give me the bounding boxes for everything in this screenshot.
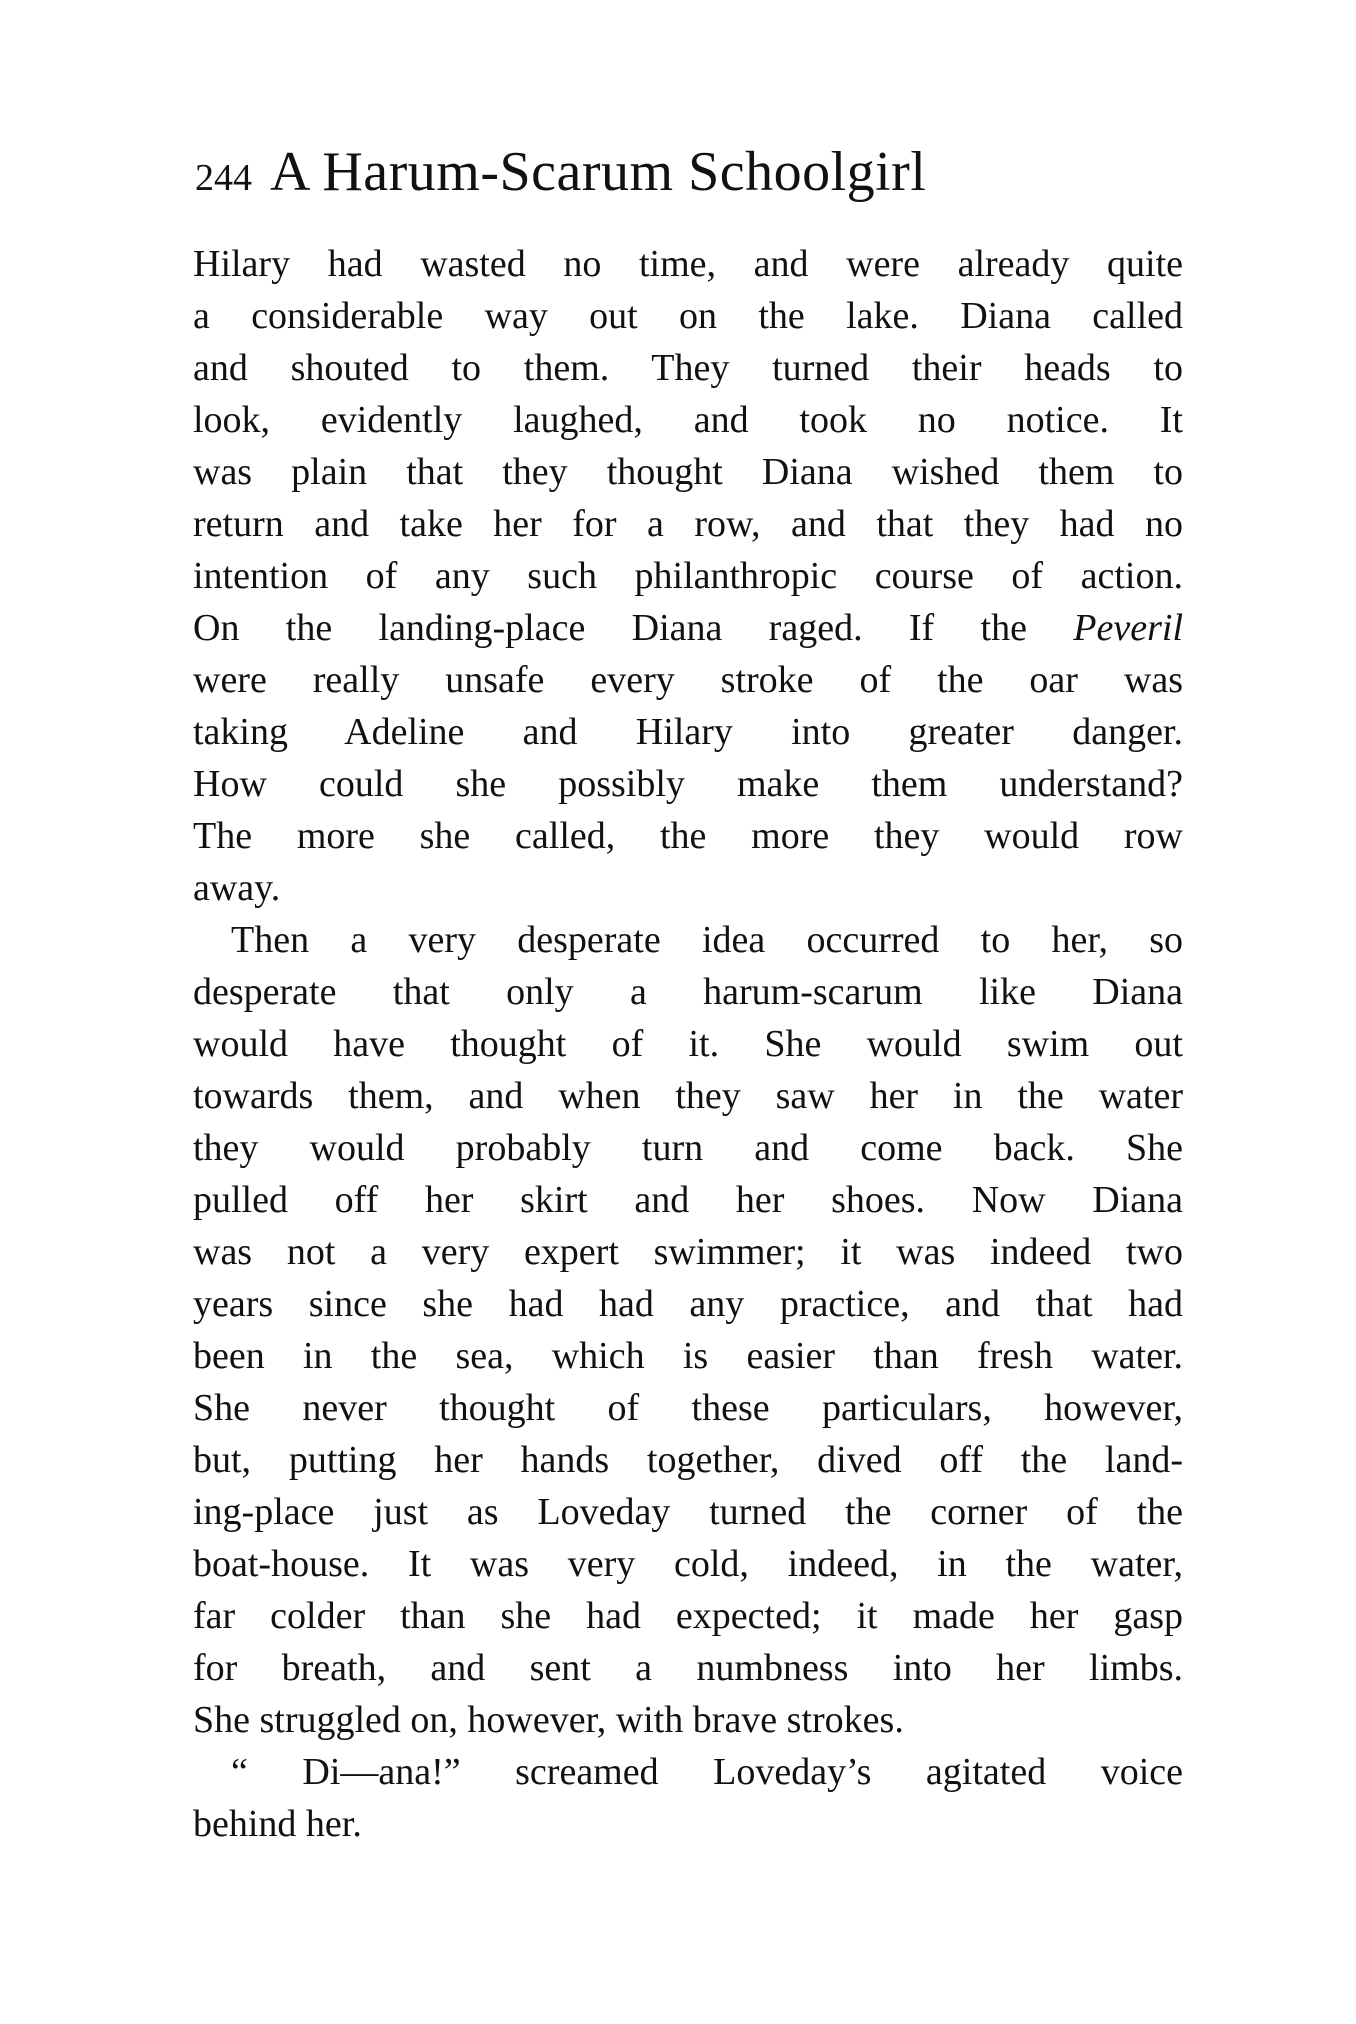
text-line: taking Adeline and Hilary into greater danger.	[193, 711, 1183, 753]
text-line: pulled off her skirt and her shoes. Now Diana	[193, 1179, 1183, 1221]
text-line: look, evidently laughed, and took no notice. It	[193, 399, 1183, 441]
text-line-with-boat-name	[193, 602, 1183, 654]
running-title: A Harum-Scarum Schoolgirl	[270, 141, 927, 203]
page-number: 244	[195, 157, 252, 199]
paragraph-end-line: behind her.	[193, 1803, 362, 1845]
text-line: Then a very desperate idea occurred to her, so	[231, 919, 1183, 961]
text-line: towards them, and when they saw her in the water	[193, 1075, 1183, 1117]
text-line: would have thought of it. She would swim out	[193, 1023, 1183, 1065]
text-line: was not a very expert swimmer; it was indeed two	[193, 1231, 1183, 1273]
text-line: for breath, and sent a numbness into her limbs.	[193, 1647, 1183, 1689]
page-header	[195, 140, 1175, 204]
text-line: return and take her for a row, and that they had no	[193, 503, 1183, 545]
text-line: Hilary had wasted no time, and were already quite	[193, 243, 1183, 285]
text-segment: On the landing-place Diana raged. If the	[193, 607, 1074, 649]
text-line: was plain that they thought Diana wished them to	[193, 451, 1183, 493]
text-line: a considerable way out on the lake. Diana called	[193, 295, 1183, 337]
boat-name: Peveril	[1073, 607, 1183, 649]
text-line: She never thought of these particulars, however,	[193, 1387, 1183, 1429]
text-line: years since she had had any practice, and that had	[193, 1283, 1183, 1325]
text-line: boat-house. It was very cold, indeed, in the water,	[193, 1543, 1183, 1585]
text-line: The more she called, the more they would row	[193, 815, 1183, 857]
text-line: were really unsafe every stroke of the oar was	[193, 659, 1183, 701]
text-line: desperate that only a harum-scarum like Diana	[193, 971, 1183, 1013]
text-line: but, putting her hands together, dived off the land-	[193, 1439, 1183, 1481]
text-line: intention of any such philanthropic course of action.	[193, 555, 1183, 597]
text-line: they would probably turn and come back. She	[193, 1127, 1183, 1169]
text-line: far colder than she had expected; it made her gasp	[193, 1595, 1183, 1637]
text-line: and shouted to them. They turned their heads to	[193, 347, 1183, 389]
text-line: ing-place just as Loveday turned the corner of the	[193, 1491, 1183, 1533]
text-line: been in the sea, which is easier than fresh water.	[193, 1335, 1183, 1377]
text-line: How could she possibly make them understand?	[193, 763, 1183, 805]
paragraph-end-line: She struggled on, however, with brave strokes.	[193, 1699, 904, 1741]
body-text	[193, 238, 1183, 1850]
dialogue-line: “ Di—ana!” screamed Loveday’s agitated voice	[231, 1751, 1183, 1793]
paragraph-end-line: away.	[193, 867, 281, 909]
